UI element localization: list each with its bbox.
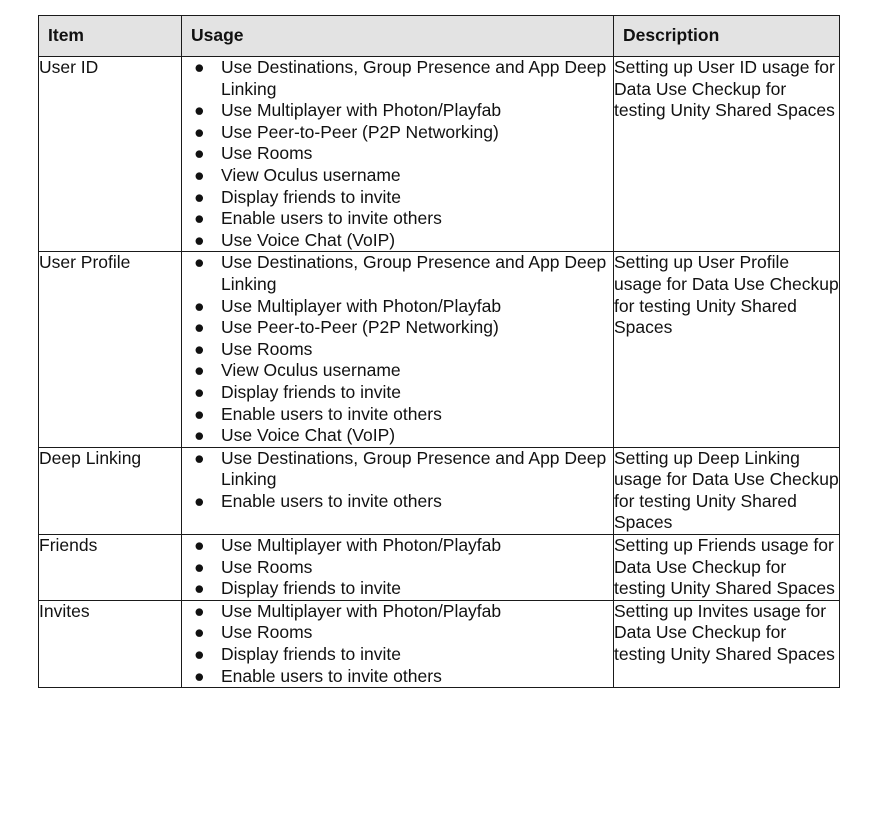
list-item [182,557,613,579]
usage-text: Use Rooms [221,556,313,577]
usage-cell [182,600,614,687]
table-body [39,57,840,688]
list-item [182,317,613,339]
usage-text: Use Voice Chat (VoIP) [221,425,396,446]
table-row [39,600,840,687]
usage-text: Display friends to invite [221,644,401,665]
usage-text: Display friends to invite [221,381,401,402]
item-cell: User Profile [39,252,182,447]
list-item [182,404,613,426]
table-row [39,252,840,447]
bullet-icon: ● [194,665,205,686]
bullet-icon: ● [194,252,205,273]
list-item [182,230,613,252]
usage-text: Use Peer-to-Peer (P2P Networking) [221,317,499,338]
usage-text: View Oculus username [221,360,401,381]
description-cell: Setting up User Profile usage for Data Use Checkup for testing Unity Shared Spaces [614,252,840,447]
item-cell: Friends [39,535,182,601]
usage-text: Use Rooms [221,622,313,643]
usage-text: Enable users to invite others [221,665,442,686]
list-item [182,252,613,295]
bullet-icon: ● [194,381,205,402]
bullet-icon: ● [194,644,205,665]
bullet-icon: ● [194,186,205,207]
usage-list [182,448,613,513]
list-item [182,382,613,404]
list-item [182,448,613,491]
list-item [182,578,613,600]
item-cell: User ID [39,57,182,252]
bullet-icon: ● [194,143,205,164]
usage-list [182,601,613,687]
usage-text: Use Destinations, Group Presence and App Deep Linking [221,252,607,294]
bullet-icon: ● [194,208,205,229]
list-item [182,122,613,144]
bullet-icon: ● [194,57,205,77]
bullet-icon: ● [194,100,205,121]
usage-text: Enable users to invite others [221,208,442,229]
usage-text: Use Multiplayer with Photon/Playfab [221,295,502,316]
bullet-icon: ● [194,317,205,338]
bullet-icon: ● [194,490,205,511]
item-cell: Invites [39,600,182,687]
list-item [182,601,613,623]
usage-table [38,15,840,688]
list-item [182,208,613,230]
usage-text: Use Multiplayer with Photon/Playfab [221,100,502,121]
usage-list [182,252,613,446]
bullet-icon: ● [194,295,205,316]
header-item: Item [39,16,182,57]
usage-cell [182,447,614,534]
usage-text: Use Destinations, Group Presence and App Deep Linking [221,57,607,99]
list-item [182,296,613,318]
usage-list [182,535,613,600]
item-cell: Deep Linking [39,447,182,534]
table-header [39,16,840,57]
usage-text: Use Voice Chat (VoIP) [221,229,396,250]
usage-text: Display friends to invite [221,578,401,599]
list-item [182,339,613,361]
usage-cell [182,57,614,252]
usage-text: Use Multiplayer with Photon/Playfab [221,535,502,556]
bullet-icon: ● [194,229,205,250]
list-item [182,622,613,644]
table-row [39,57,840,252]
description-cell: Setting up User ID usage for Data Use Checkup for testing Unity Shared Spaces [614,57,840,252]
usage-text: Use Rooms [221,143,313,164]
usage-text: Use Multiplayer with Photon/Playfab [221,600,502,621]
bullet-icon: ● [194,622,205,643]
bullet-icon: ● [194,556,205,577]
bullet-icon: ● [194,535,205,556]
table-row [39,535,840,601]
bullet-icon: ● [194,121,205,142]
usage-text: Use Destinations, Group Presence and App Deep Linking [221,447,607,490]
list-item [182,187,613,209]
usage-text: Use Rooms [221,338,313,359]
list-item [182,100,613,122]
description-cell: Setting up Friends usage for Data Use Checkup for testing Unity Shared Spaces [614,535,840,601]
usage-text: Use Peer-to-Peer (P2P Networking) [221,121,499,142]
bullet-icon: ● [194,338,205,359]
usage-list [182,57,613,251]
bullet-icon: ● [194,447,205,468]
usage-text: View Oculus username [221,164,401,185]
list-item [182,491,613,513]
table-row [39,447,840,534]
list-item [182,57,613,100]
header-description: Description [614,16,840,57]
bullet-icon: ● [194,403,205,424]
bullet-icon: ● [194,425,205,446]
list-item [182,143,613,165]
list-item [182,360,613,382]
list-item [182,425,613,447]
usage-text: Enable users to invite others [221,490,442,511]
bullet-icon: ● [194,360,205,381]
bullet-icon: ● [194,600,205,621]
header-row [39,16,840,57]
list-item [182,666,613,688]
list-item [182,644,613,666]
usage-cell [182,535,614,601]
list-item [182,535,613,557]
bullet-icon: ● [194,578,205,599]
list-item [182,165,613,187]
header-usage: Usage [182,16,614,57]
usage-text: Display friends to invite [221,186,401,207]
usage-cell [182,252,614,447]
bullet-icon: ● [194,164,205,185]
usage-text: Enable users to invite others [221,403,442,424]
description-cell: Setting up Invites usage for Data Use Checkup for testing Unity Shared Spaces [614,600,840,687]
description-cell: Setting up Deep Linking usage for Data Use Checkup for testing Unity Shared Spaces [614,447,840,534]
